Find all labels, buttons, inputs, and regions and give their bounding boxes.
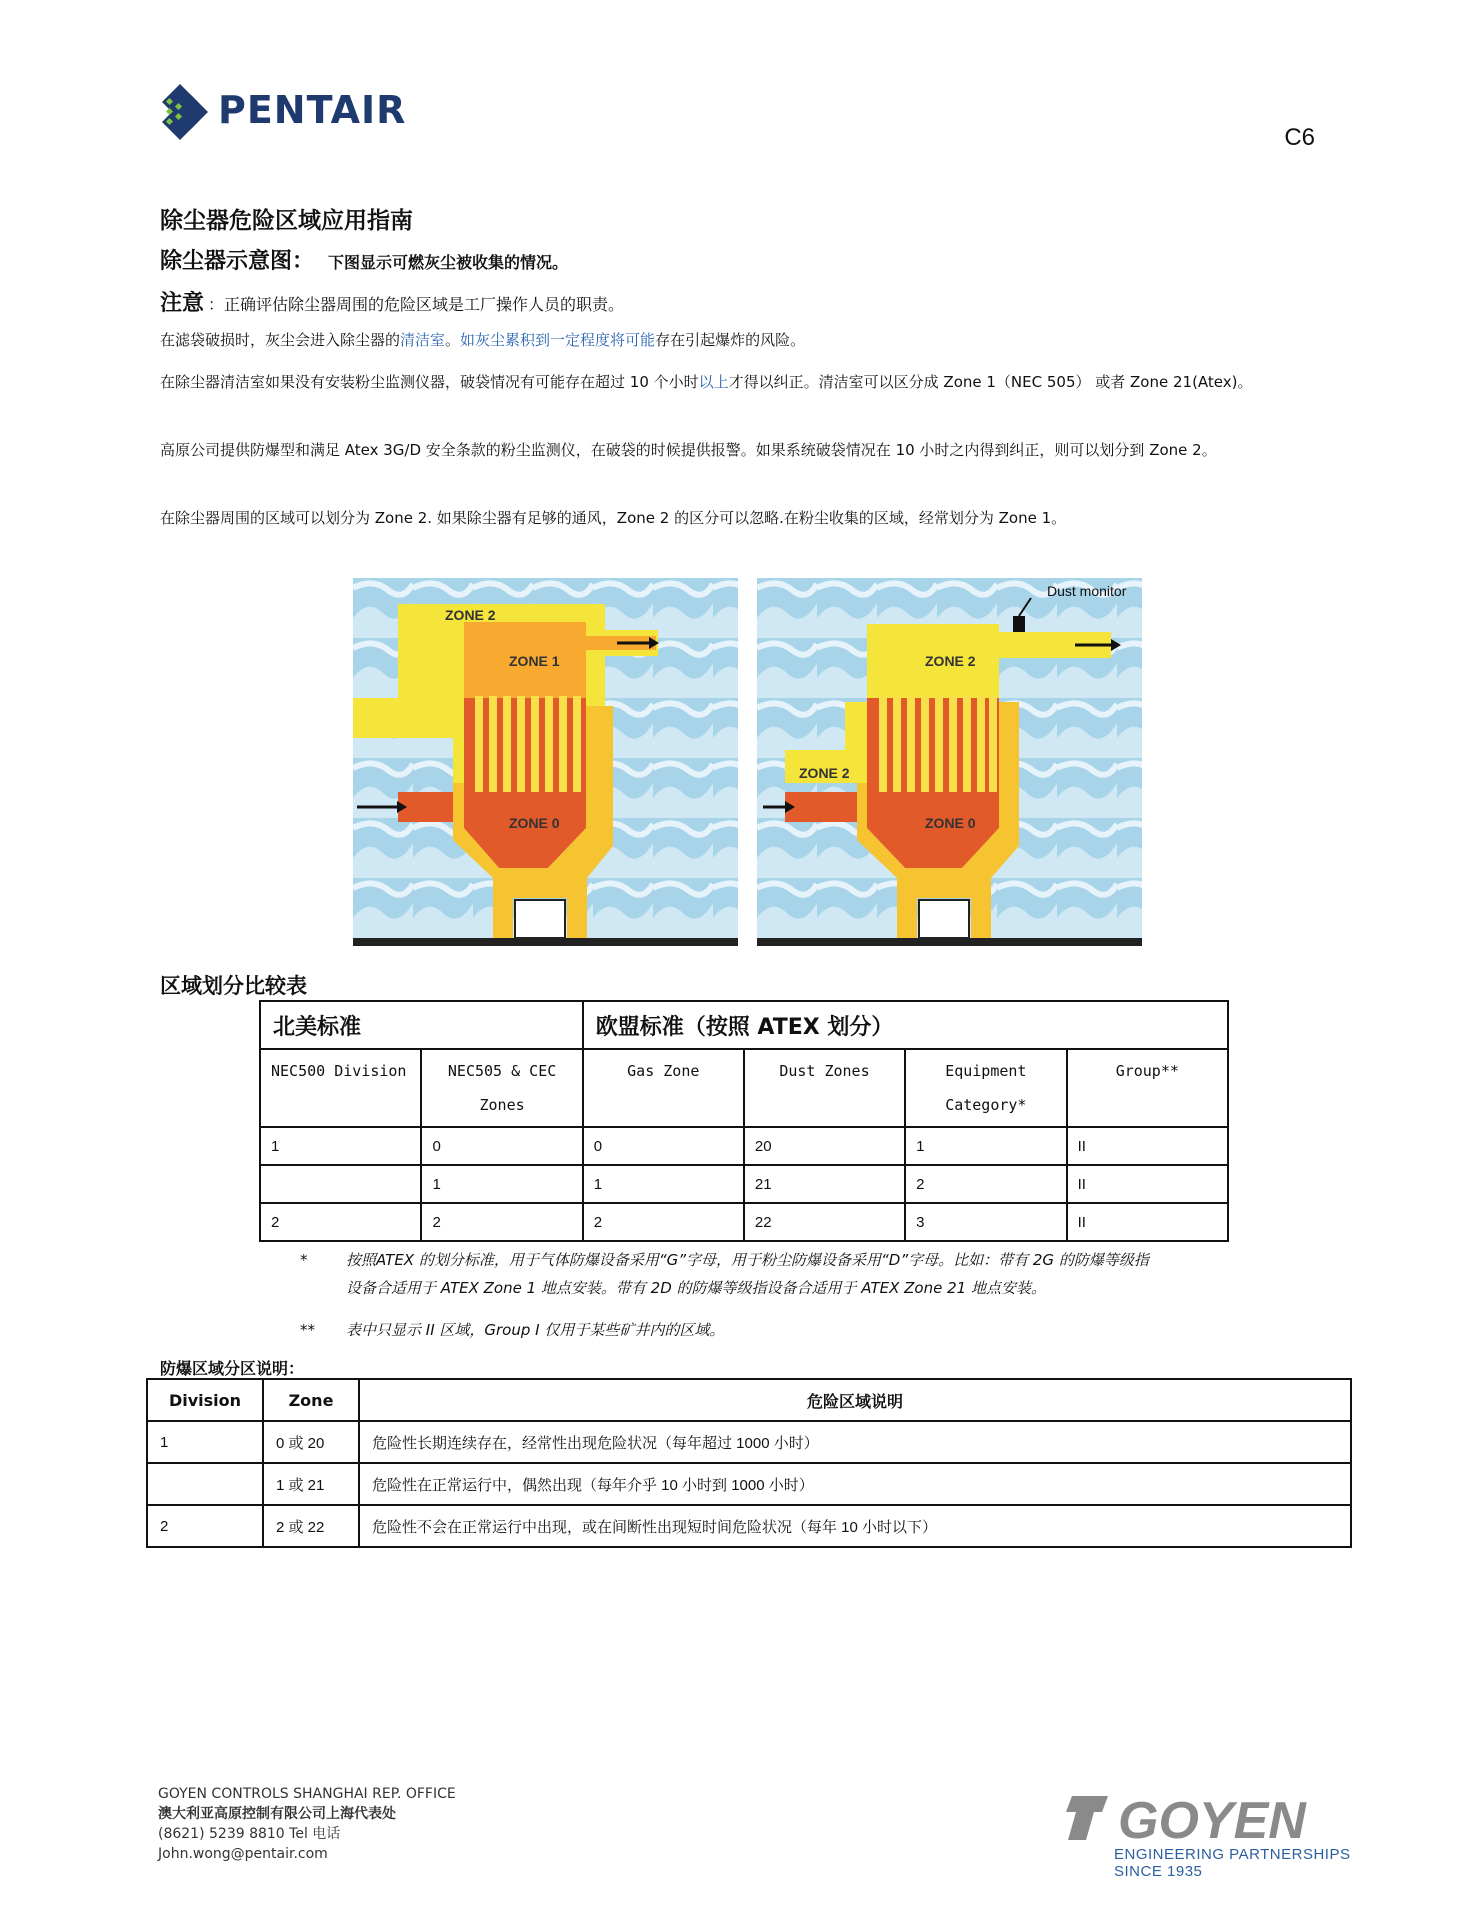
table-row [260, 1165, 1228, 1203]
col-header: Group** [1067, 1049, 1228, 1127]
comparison-heading: 区域划分比较表 [160, 974, 307, 998]
table-row [147, 1463, 1351, 1505]
table-row [260, 1203, 1228, 1241]
footer-phone: (8621) 5239 8810 Tel 电话 [158, 1826, 341, 1842]
table-cell: 21 [744, 1165, 905, 1203]
table-cell: 2 [905, 1165, 1067, 1203]
paragraph-1 [160, 326, 1330, 354]
pentair-diamond-icon [158, 80, 214, 144]
table-cell: 2 或 22 [263, 1505, 359, 1547]
footnote-1-line2: 设备合适用于 ATEX Zone 1 地点安装。带有 2D 的防爆等级指设备合适用于 ATEX Zone 21 地点安装。 [346, 1279, 1046, 1297]
note-line [160, 286, 624, 317]
table-cell: 危险性在正常运行中，偶然出现（每年介乎 10 小时到 1000 小时） [359, 1463, 1351, 1505]
right-zone2-side-label: ZONE 2 [799, 765, 850, 781]
table-cell: II [1067, 1203, 1228, 1241]
comparison-table [259, 1000, 1229, 1242]
diagram-heading: 除尘器示意图： [160, 249, 315, 274]
footnote-2 [300, 1316, 1250, 1344]
footer-office-cn: 澳大利亚高原控制有限公司上海代表处 [158, 1806, 396, 1822]
goyen-tagline: ENGINEERING PARTNERSHIPS SINCE 1935 [1114, 1846, 1351, 1880]
footer-office: GOYEN CONTROLS SHANGHAI REP. OFFICE [158, 1786, 456, 1802]
dust-collector-diagram-right [757, 578, 1142, 946]
footnote-2-text: 表中只显示 II 区域，Group I 仅用于某些矿井内的区域。 [346, 1321, 725, 1339]
right-zone0-label: ZONE 0 [925, 815, 976, 831]
definitions-table [146, 1378, 1352, 1548]
p2-text-c: 才得以纠正。清洁室可以区分成 Zone 1（NEC 505） 或者 Zone 21(Atex)。 [728, 373, 1253, 391]
diagram-heading-line [160, 244, 568, 275]
table-cell: II [1067, 1165, 1228, 1203]
col-header: Equipment Category* [905, 1049, 1067, 1127]
col-header: Gas Zone [583, 1049, 744, 1127]
definitions-heading: 防爆区域分区说明： [160, 1359, 305, 1378]
note-text: ：正确评估除尘器周围的危险区域是工厂操作人员的职责。 [208, 295, 625, 314]
table-cell: 2 [583, 1203, 744, 1241]
footer-email[interactable]: John.wong@pentair.com [158, 1846, 328, 1862]
p1-text-a: 在滤袋破损时，灰尘会进入除尘器的 [160, 331, 401, 349]
table-cell: 危险性长期连续存在，经常性出现危险状况（每年超过 1000 小时） [359, 1421, 1351, 1463]
col-header: Dust Zones [744, 1049, 905, 1127]
diagram-caption: 下图显示可燃灰尘被收集的情况。 [328, 253, 569, 272]
page-code: C6 [1284, 124, 1315, 151]
paragraph-3: 高原公司提供防爆型和满足 Atex 3G/D 安全条款的粉尘监测仪，在破袋的时候提供报警。如果系统破袋情况在 10 小时之内得到纠正，则可以划分到 Zone 2。 [160, 441, 1217, 459]
right-zone2-upper-label: ZONE 2 [925, 653, 976, 669]
table-cell [260, 1165, 421, 1203]
pentair-logo [158, 80, 418, 150]
footnote-1 [300, 1246, 1250, 1302]
dust-collector-diagram-left [353, 578, 738, 946]
footnote-mark: ** [300, 1321, 315, 1339]
footer-contact [158, 1784, 456, 1864]
table-cell: 0 [421, 1127, 582, 1165]
col-header: Zone [263, 1379, 359, 1421]
paragraph-4: 在除尘器周围的区域可以划分为 Zone 2. 如果除尘器有足够的通风，Zone 2 的区分可以忽略.在粉尘收集的区域，经常划分为 Zone 1。 [160, 509, 1067, 527]
table-cell: 3 [905, 1203, 1067, 1241]
p1-text-e: 存在引起爆炸的风险。 [655, 331, 806, 349]
p1-text-b: 清洁室 [400, 331, 446, 349]
left-zone1-label: ZONE 1 [509, 653, 560, 669]
table-cell: 0 或 20 [263, 1421, 359, 1463]
col-header: Division [147, 1379, 263, 1421]
table-cell: 22 [744, 1203, 905, 1241]
left-zone2-label: ZONE 2 [445, 607, 496, 623]
na-standard-header: 北美标准 [260, 1001, 583, 1049]
col-header: NEC500 Division [260, 1049, 421, 1127]
paragraph-2 [160, 368, 1330, 396]
footnote-1-line1: 按照ATEX 的划分标准，用于气体防爆设备采用“G”字母，用于粉尘防爆设备采用“D”字母。比如：带有 2G 的防爆等级指 [346, 1251, 1149, 1269]
table-cell: 1 [421, 1165, 582, 1203]
table-cell: 20 [744, 1127, 905, 1165]
goyen-logo [1064, 1790, 1364, 1880]
p1-text-c: 。 [445, 331, 461, 349]
table-cell: II [1067, 1127, 1228, 1165]
p2-text-b: 以上 [698, 373, 729, 391]
table-row [147, 1505, 1351, 1547]
left-zone0-label: ZONE 0 [509, 815, 560, 831]
table-cell: 1 [583, 1165, 744, 1203]
eu-standard-header: 欧盟标准（按照 ATEX 划分） [583, 1001, 1228, 1049]
table-row [147, 1421, 1351, 1463]
col-header: 危险区域说明 [359, 1379, 1351, 1421]
table-cell: 2 [260, 1203, 421, 1241]
note-label: 注意 [160, 291, 205, 316]
table-cell: 危险性不会在正常运行中出现，或在间断性出现短时间危险状况（每年 10 小时以下） [359, 1505, 1351, 1547]
comparison-column-row [260, 1049, 1228, 1127]
table-cell: 0 [583, 1127, 744, 1165]
goyen-wordmark: GOYEN [1118, 1792, 1306, 1846]
table-cell [147, 1463, 263, 1505]
table-cell: 1 [260, 1127, 421, 1165]
col-header: NEC505 & CEC Zones [421, 1049, 582, 1127]
definitions-header-row [147, 1379, 1351, 1421]
pentair-wordmark: PENTAIR [218, 88, 407, 132]
p1-text-d: 如灰尘累积到一定程度将可能 [460, 331, 656, 349]
footnote-mark: * [300, 1251, 308, 1269]
page-title: 除尘器危险区域应用指南 [160, 208, 413, 234]
table-cell: 1 [905, 1127, 1067, 1165]
table-row [260, 1127, 1228, 1165]
dust-monitor-label: Dust monitor [1047, 583, 1127, 599]
goyen-logo-mark [1064, 1790, 1364, 1846]
table-cell: 2 [421, 1203, 582, 1241]
table-cell: 1 [147, 1421, 263, 1463]
table-cell: 1 或 21 [263, 1463, 359, 1505]
p2-text-a: 在除尘器清洁室如果没有安装粉尘监测仪器，破袋情况有可能存在超过 10 个小时 [160, 373, 699, 391]
table-cell: 2 [147, 1505, 263, 1547]
